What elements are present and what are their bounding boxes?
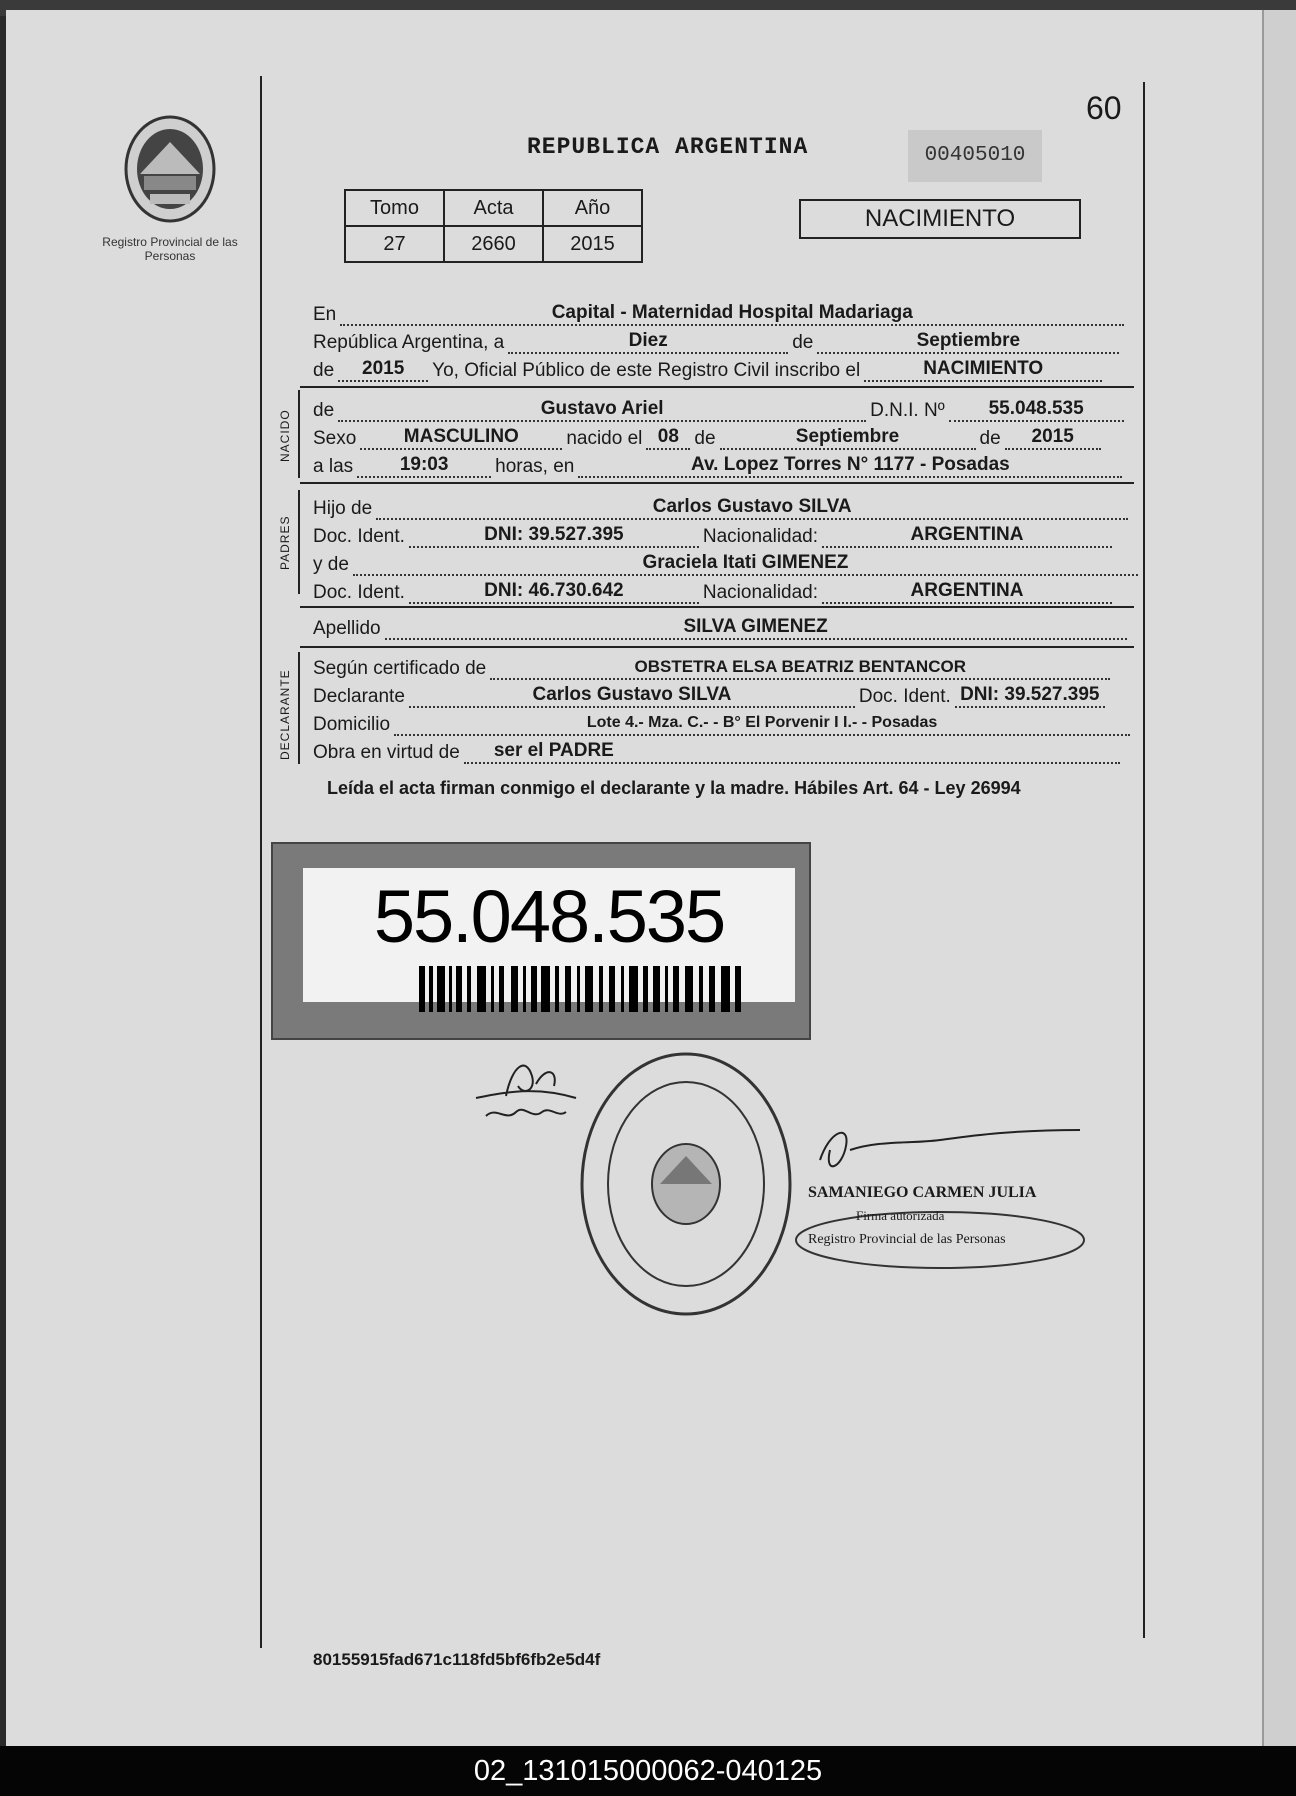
doc-label: Doc. Ident. [313, 582, 405, 603]
father-name: Carlos Gustavo SILVA [376, 496, 1128, 520]
de-label: de [792, 332, 814, 353]
de-label: de [694, 428, 716, 449]
domicilio-label: Domicilio [313, 714, 391, 735]
barcode-icon [419, 966, 745, 1012]
row-name [309, 396, 1124, 422]
nacionalidad-label: Nacionalidad: [702, 526, 819, 547]
row-mother-doc [309, 578, 1112, 604]
act-type-value: NACIMIENTO [864, 358, 1102, 382]
domicilio-value: Lote 4.- Mza. C.- - B° El Porvenir I I.- - Posadas [394, 712, 1130, 736]
birth-time: 19:03 [357, 454, 491, 478]
separator [300, 606, 1134, 608]
sexo-label: Sexo [313, 428, 357, 449]
nacido-bracket [298, 390, 300, 478]
row-mother [309, 550, 1138, 576]
row-father-doc [309, 522, 1112, 548]
mother-doc: DNI: 46.730.642 [409, 580, 699, 604]
mother-nationality: ARGENTINA [822, 580, 1112, 604]
nacionalidad-label: Nacionalidad: [702, 582, 819, 603]
act-type-box: NACIMIENTO [799, 199, 1081, 239]
en-label: En [313, 304, 337, 325]
mother-name: Graciela Itati GIMENEZ [353, 552, 1138, 576]
year-value: 2015 [338, 358, 428, 382]
separator [300, 386, 1134, 388]
right-margin-line [1143, 82, 1145, 1638]
declarante-label: DECLARANTE [278, 669, 292, 760]
declarante-bracket [298, 652, 300, 764]
row-sex [309, 424, 1101, 450]
row-apellido [309, 614, 1127, 640]
declarante-doc: DNI: 39.527.395 [955, 684, 1105, 708]
document-hash: 80155915fad671c118fd5bf6fb2e5d4f [313, 1650, 601, 1669]
dni-label: D.N.I. Nº [870, 400, 945, 421]
father-nationality: ARGENTINA [822, 524, 1112, 548]
birth-month: Septiembre [720, 426, 976, 450]
left-margin-line [260, 76, 262, 1648]
dni-sticker-number: 55.048.535 [373, 875, 725, 958]
sexo-value: MASCULINO [360, 426, 562, 450]
page-title: REPUBLICA ARGENTINA [527, 134, 809, 160]
register-header-tomo: Tomo [345, 190, 444, 226]
separator [300, 646, 1134, 648]
row-place [309, 300, 1124, 326]
declarante-label-text: Declarante [313, 686, 405, 707]
official-registry: Registro Provincial de las Personas [808, 1232, 1006, 1247]
register-acta: 2660 [444, 226, 543, 262]
obra-value: ser el PADRE [464, 740, 1120, 764]
a-las-label: a las [313, 456, 354, 477]
closing-note: Leída el acta firman conmigo el declarante y la madre. Hábiles Art. 64 - Ley 26994 [327, 778, 1021, 798]
row-time [309, 452, 1122, 478]
apellido-label: Apellido [313, 618, 381, 639]
de-label: de [979, 428, 1001, 449]
birth-place: Av. Lopez Torres N° 1177 - Posadas [578, 454, 1122, 478]
row-father [309, 494, 1128, 520]
page-number: 60 [1086, 90, 1122, 126]
register-tomo: 27 [345, 226, 444, 262]
row-year [309, 356, 1102, 382]
serial-number: 00405010 [908, 130, 1042, 182]
dni-sticker [271, 842, 811, 1040]
row-date [309, 328, 1119, 354]
register-header-ano: Año [543, 190, 642, 226]
row-obra [309, 738, 1120, 764]
dni-sticker-panel [303, 868, 795, 1002]
province-seal-logo [122, 114, 218, 232]
y-de-label: y de [313, 554, 349, 575]
nacido-el-label: nacido el [566, 428, 643, 449]
registry-name: Registro Provincial de las Personas [102, 235, 238, 263]
de-label: de [313, 360, 335, 381]
doc-label: Doc. Ident. [858, 686, 951, 707]
inscribo-label: Yo, Oficial Público de este Registro Civil inscribo el [432, 360, 861, 381]
father-doc: DNI: 39.527.395 [409, 524, 699, 548]
padres-label: PADRES [278, 515, 292, 570]
child-dni: 55.048.535 [949, 398, 1124, 422]
register-ano: 2015 [543, 226, 642, 262]
declarante-value: Carlos Gustavo SILVA [409, 684, 855, 708]
register-table [344, 189, 643, 263]
separator [300, 482, 1134, 484]
official-name: SAMANIEGO CARMEN JULIA [808, 1184, 1037, 1201]
place-value: Capital - Maternidad Hospital Madariaga [340, 302, 1124, 326]
apellido-value: SILVA GIMENEZ [385, 616, 1127, 640]
page-edge [1262, 10, 1296, 1746]
de-label: de [313, 400, 335, 421]
row-declarante [309, 682, 1105, 708]
certificado-label: Según certificado de [313, 658, 487, 679]
row-domicilio [309, 710, 1130, 736]
doc-label: Doc. Ident. [313, 526, 405, 547]
republica-label: República Argentina, a [313, 332, 505, 353]
horas-label: horas, en [495, 456, 575, 477]
footer-code: 02_131015000062-040125 [0, 1746, 1296, 1796]
padres-bracket [298, 490, 300, 594]
register-header-acta: Acta [444, 190, 543, 226]
row-certificado [309, 654, 1110, 680]
birth-year: 2015 [1005, 426, 1101, 450]
birth-day: 08 [646, 426, 690, 450]
day-value: Diez [508, 330, 788, 354]
registry-stamp-icon [576, 1048, 796, 1320]
month-value: Septiembre [817, 330, 1119, 354]
certificado-value: OBSTETRA ELSA BEATRIZ BENTANCOR [490, 656, 1110, 680]
obra-label: Obra en virtud de [313, 742, 460, 763]
nacido-label: NACIDO [278, 409, 292, 462]
hijo-de-label: Hijo de [313, 498, 373, 519]
child-name: Gustavo Ariel [338, 398, 866, 422]
official-role: Firma autorizada [856, 1208, 945, 1223]
